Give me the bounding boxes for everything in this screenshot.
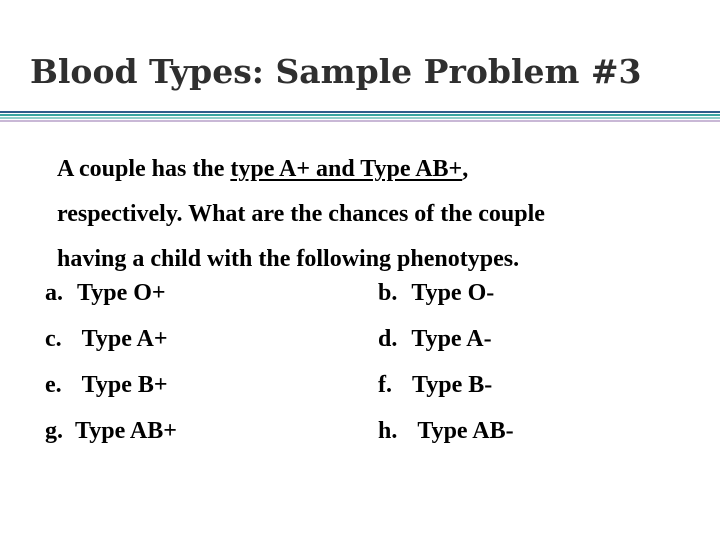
option-c: [45, 326, 168, 353]
question-line-1: [57, 155, 545, 184]
option-label: Type A-: [411, 326, 492, 352]
question-line-3: having a child with the following phenotypes.: [57, 246, 520, 272]
option-e: [45, 372, 168, 399]
option-letter: b.: [378, 280, 398, 306]
slide-title: Blood Types: Sample Problem #3: [30, 52, 642, 91]
option-a: [45, 280, 166, 307]
question-post: ,: [462, 156, 469, 182]
option-h: [378, 418, 514, 445]
option-letter: h.: [378, 418, 398, 444]
option-label: Type O+: [77, 280, 166, 306]
question-pre: A couple has the: [57, 156, 231, 182]
divider-line-3: [0, 117, 720, 119]
option-letter: a.: [45, 280, 63, 306]
option-letter: e.: [45, 372, 62, 398]
option-label: Type AB+: [75, 418, 177, 444]
question-underlined: type A+ and Type AB+: [230, 156, 463, 182]
option-letter: c.: [45, 326, 62, 352]
divider-line-1: [0, 111, 720, 113]
option-b: [378, 280, 494, 307]
option-letter: d.: [378, 326, 398, 352]
option-letter: g.: [45, 418, 63, 444]
option-d: [378, 326, 492, 353]
option-label: Type A+: [81, 326, 168, 352]
question-line-2: respectively. What are the chances of the couple: [57, 201, 545, 227]
option-f: [378, 372, 492, 399]
divider-line-2: [0, 114, 720, 116]
title-divider: [0, 111, 720, 123]
option-label: Type AB-: [417, 418, 514, 444]
option-letter: f.: [378, 372, 392, 398]
divider-line-4: [0, 120, 720, 122]
option-label: Type O-: [411, 280, 495, 306]
option-g: [45, 418, 177, 445]
option-label: Type B+: [81, 372, 168, 398]
question-text: [57, 155, 545, 274]
option-label: Type B-: [412, 372, 493, 398]
